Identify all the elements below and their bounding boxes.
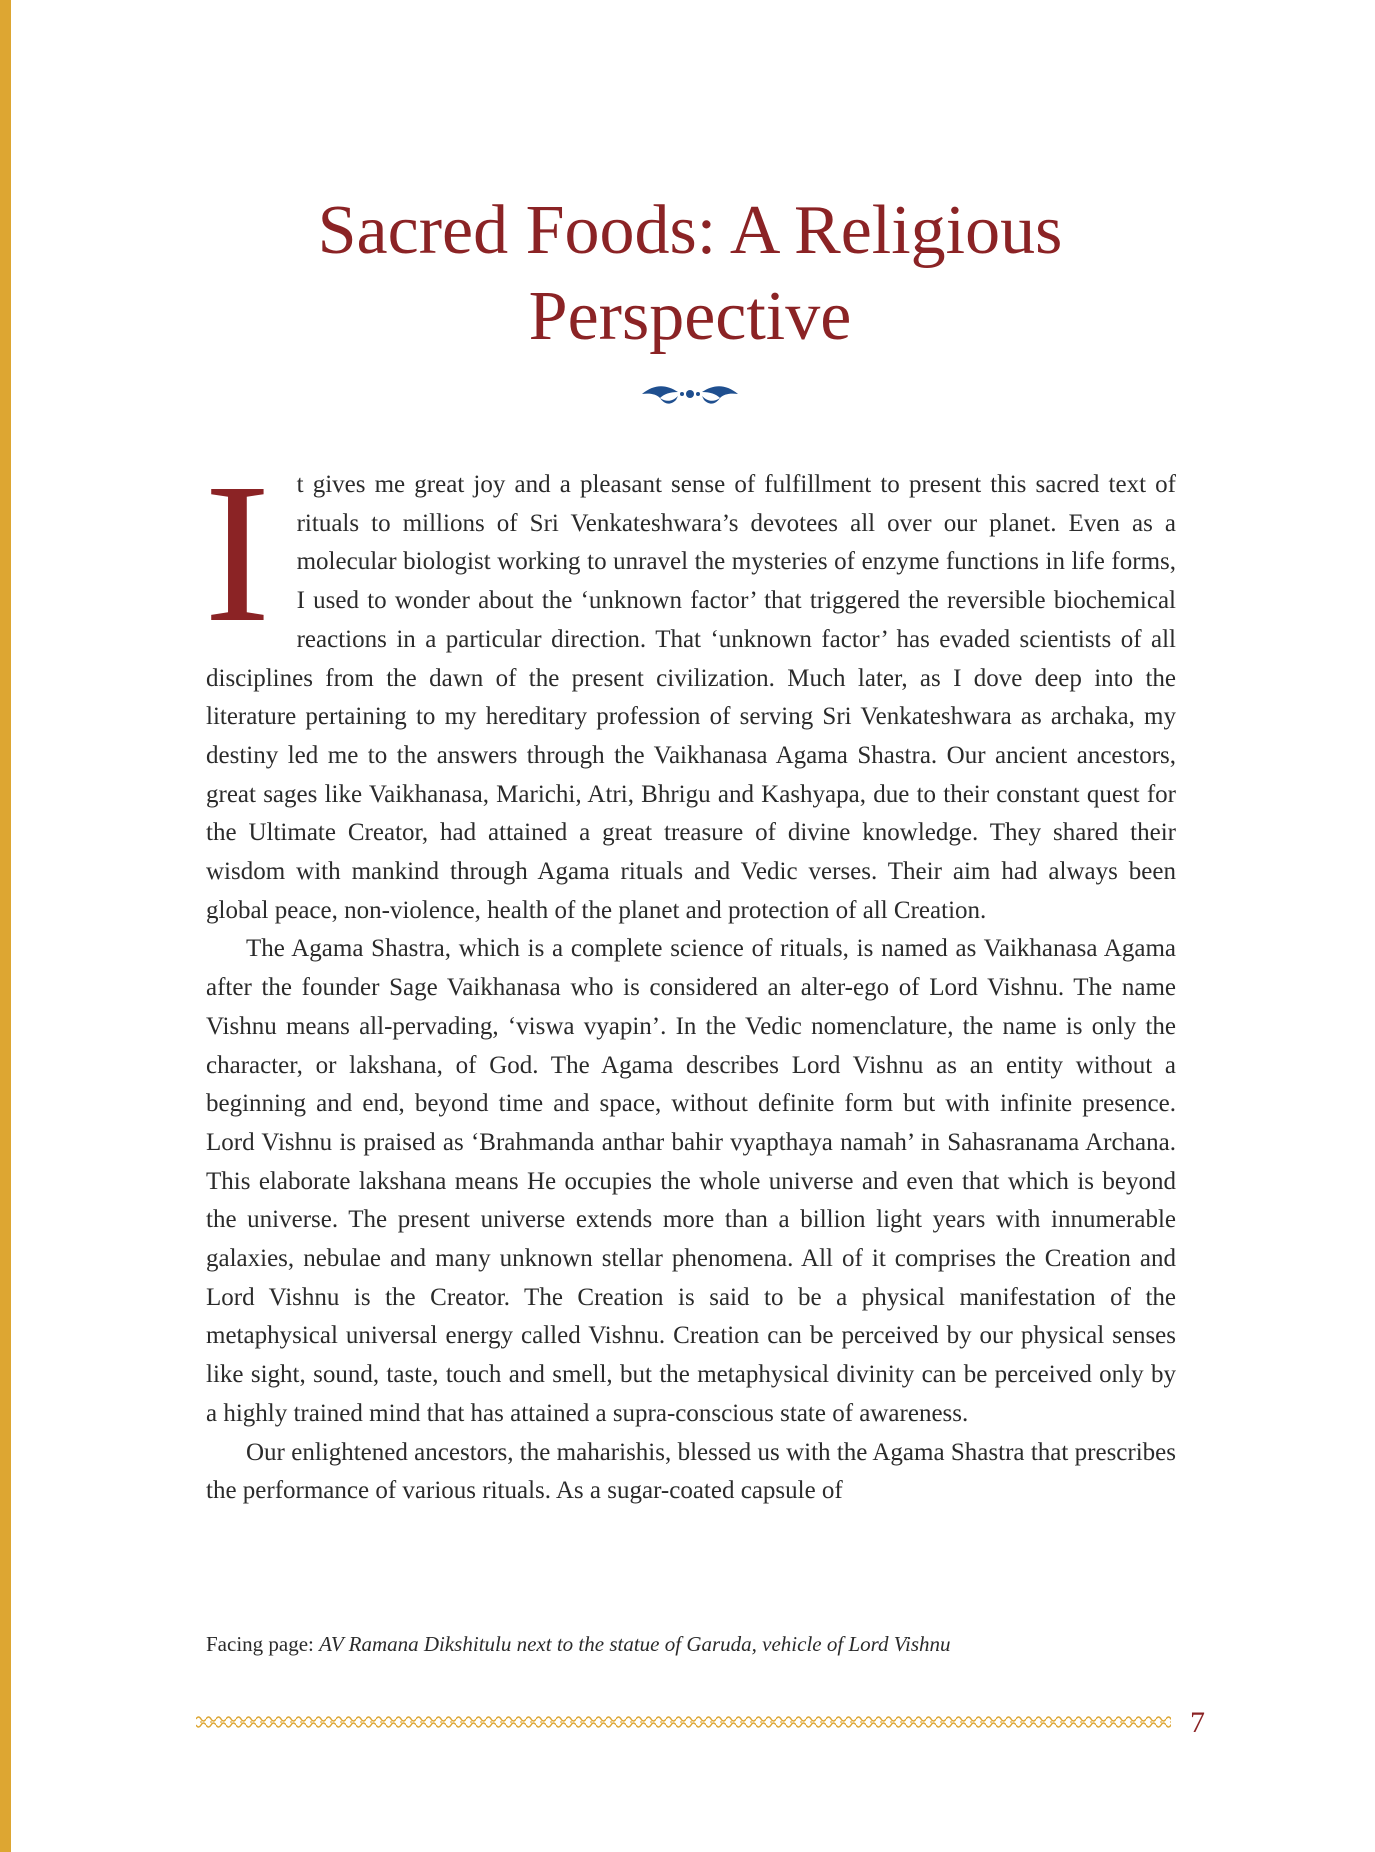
paragraph-2: The Agama Shastra, which is a complete science of rituals, is named as Vaikhanasa Agama after the founder Sage Vaikhanasa who is considered an alter-ego of Lord Vishnu. The name Vishnu means all-pervading, ‘viswa vyapin’. In the Vedic nomenclature, the name is only the character, or lakshana, of God. The Agama describes Lord Vishnu as an entity without a beginning and end, beyond time and space, without definite form but with infinite presence. Lord Vishnu is praised as ‘Brahmanda anthar bahir vyapthaya namah’ in Sahasranama Archana. This elaborate lakshana means He occupies the whole universe and even that which is beyond the universe. The present universe extends more than a billion light years with innumerable galaxies, nebulae and many unknown stellar phenomena. All of it comprises the Creation and Lord Vishnu is the Creator. The Creation is said to be a physical manifestation of the metaphysical universal energy called Vishnu. Creation can be perceived by our physical senses like sight, sound, taste, touch and smell, but the metaphysical divinity can be perceived only by a highly trained mind that has attained a supra-conscious state of awareness. bbox=[206, 935, 1176, 1427]
flourish-ornament-icon bbox=[640, 380, 740, 408]
page-title: Sacred Foods: A Religious Perspective bbox=[317, 192, 1063, 355]
left-border-bar bbox=[0, 0, 11, 1852]
paragraph-3: Our enlightened ancestors, the maharishis, blessed us with the Agama Shastra that prescribes the performance of various rituals. As a sugar-coated capsule of bbox=[206, 1438, 1176, 1505]
page-number: 7 bbox=[1190, 1706, 1205, 1739]
paragraph-1 bbox=[204, 443, 1176, 930]
caption-label: Facing page: bbox=[206, 1632, 314, 1656]
body-text bbox=[204, 443, 1176, 1511]
drop-cap: I bbox=[204, 443, 271, 664]
caption-text: AV Ramana Dikshitulu next to the statue of Garuda, vehicle of Lord Vishnu bbox=[319, 1632, 951, 1656]
paragraph-1-text: t gives me great joy and a pleasant sense of fulfillment to present this sacred text of rituals to millions of Sri Venkateshwara’s devotees all over our planet. Even as a molecular biologist working to unravel the mysteries of enzyme functions in life forms, I used to wonder about the ‘unknown factor’ that triggered the reversible biochemical reactions in a particular direction. That ‘unknown factor’ has evaded scientists of all disciplines from the dawn of the present civilization. Much later, as I dove deep into the literature pertaining to my hereditary profession of serving Sri Venkateshwara as archaka, my destiny led me to the answers through the Vaikhanasa Agama Shastra. Our ancient ancestors, great sages like Vaikhanasa, Marichi, Atri, Bhrigu and Kashyapa, due to their constant quest for the Ultimate Creator, had attained a great treasure of divine knowledge. They shared their wisdom with mankind through Agama rituals and Vedic verses. Their aim had always been global peace, non-violence, health of the planet and protection of all Creation. bbox=[206, 471, 1176, 924]
photo-caption bbox=[206, 1632, 951, 1657]
decorative-footer-border bbox=[196, 1714, 1171, 1730]
